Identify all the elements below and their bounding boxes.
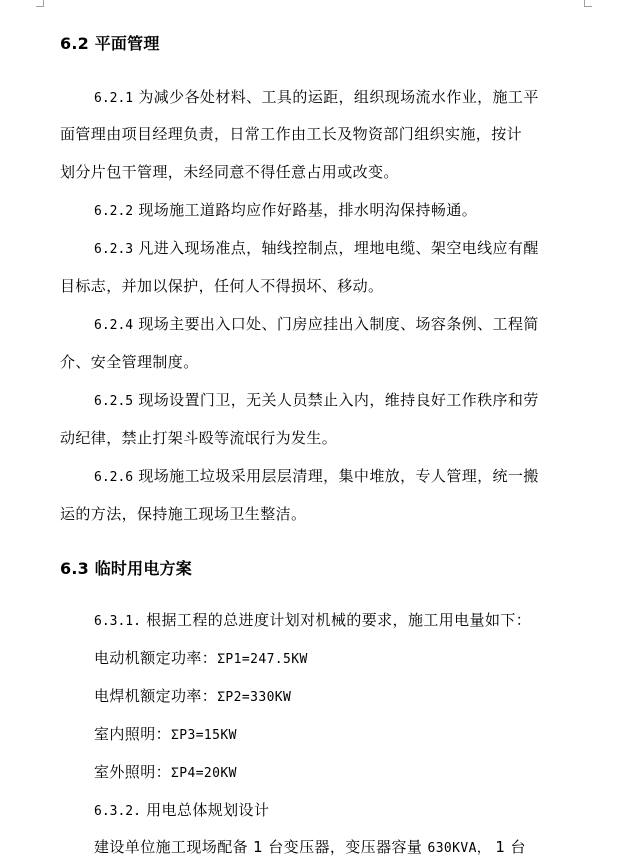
section-heading-6-3: 6.3 临时用电方案 bbox=[60, 559, 192, 578]
welder-power-line bbox=[94, 685, 291, 706]
transformer-count: 1 台 bbox=[495, 838, 526, 856]
paragraph-text: 根据工程的总进度计划对机械的要求，施工用电量如下： bbox=[146, 611, 532, 629]
paragraph-text: 现场主要出入口处、门房应挂出入制度、场容条例、工程简 bbox=[138, 315, 539, 333]
indoor-lighting-label: 室内照明： bbox=[94, 725, 172, 743]
clause-number: 6.2.5 bbox=[94, 394, 134, 409]
clause-number: 6.2.1 bbox=[94, 91, 134, 106]
paragraph-6-2-4-line-2: 介、安全管理制度。 bbox=[60, 353, 199, 371]
clause-number: 6.3.1. bbox=[94, 614, 141, 629]
clause-number: 6.2.3 bbox=[94, 242, 134, 257]
paragraph-text: 现场施工道路均应作好路基，排水明沟保持畅通。 bbox=[138, 201, 478, 219]
outdoor-lighting-value: ΣP4=20KW bbox=[171, 766, 237, 781]
paragraph-6-2-1-line-1 bbox=[94, 86, 539, 107]
clause-number: 6.2.2 bbox=[94, 204, 134, 219]
paragraph-6-2-5-line-2: 动纪律，禁止打架斗殴等流氓行为发生。 bbox=[60, 429, 338, 447]
paragraph-6-2-1-line-3: 划分片包干管理，未经同意不得任意占用或改变。 bbox=[60, 163, 399, 181]
indoor-lighting-value: ΣP3=15KW bbox=[171, 728, 237, 743]
welder-power-label: 电焊机额定功率： bbox=[94, 687, 218, 705]
crop-mark bbox=[36, 6, 44, 7]
paragraph-6-2-1-line-2: 面管理由项目经理负责，日常工作由工长及物资部门组织实施，按计 bbox=[60, 125, 523, 143]
welder-power-value: ΣP2=330KW bbox=[217, 690, 292, 705]
paragraph-text: 现场设置门卫，无关人员禁止入内，维持良好工作秩序和劳 bbox=[138, 391, 539, 409]
clause-number: 6.2.6 bbox=[94, 470, 134, 485]
paragraph-6-2-6-line-2: 运的方法，保持施工现场卫生整洁。 bbox=[60, 505, 307, 523]
transformer-text: 建设单位施工现场配备 1 台变压器，变压器容量 bbox=[94, 838, 423, 856]
transformer-capacity: 630KVA， bbox=[427, 841, 491, 856]
paragraph-text: 现场施工垃圾采用层层清理，集中堆放，专人管理，统一搬 bbox=[138, 467, 539, 485]
outdoor-lighting-line bbox=[94, 761, 237, 782]
clause-number: 6.2.4 bbox=[94, 318, 134, 333]
paragraph-6-2-2-line-1 bbox=[94, 199, 477, 220]
motor-power-value: ΣP1=247.5KW bbox=[217, 652, 308, 667]
paragraph-6-2-4-line-1 bbox=[94, 313, 539, 334]
item-6-3-2 bbox=[94, 799, 269, 820]
section-heading-6-2: 6.2 平面管理 bbox=[60, 34, 160, 53]
paragraph-6-2-6-line-1 bbox=[94, 465, 539, 486]
paragraph-6-2-3-line-1 bbox=[94, 237, 539, 258]
motor-power-line bbox=[94, 647, 308, 668]
item-6-3-1 bbox=[94, 609, 531, 630]
transformer-line bbox=[94, 836, 526, 857]
crop-mark bbox=[584, 6, 592, 7]
paragraph-text: 用电总体规划设计 bbox=[146, 801, 270, 819]
paragraph-6-2-3-line-2: 目标志，并加以保护，任何人不得损坏、移动。 bbox=[60, 277, 384, 295]
paragraph-6-2-5-line-1 bbox=[94, 389, 539, 410]
outdoor-lighting-label: 室外照明： bbox=[94, 763, 172, 781]
clause-number: 6.3.2. bbox=[94, 804, 141, 819]
paragraph-text: 为减少各处材料、工具的运距，组织现场流水作业，施工平 bbox=[138, 88, 539, 106]
motor-power-label: 电动机额定功率： bbox=[94, 649, 218, 667]
paragraph-text: 凡进入现场准点，轴线控制点，埋地电缆、架空电线应有醒 bbox=[138, 239, 539, 257]
indoor-lighting-line bbox=[94, 723, 237, 744]
